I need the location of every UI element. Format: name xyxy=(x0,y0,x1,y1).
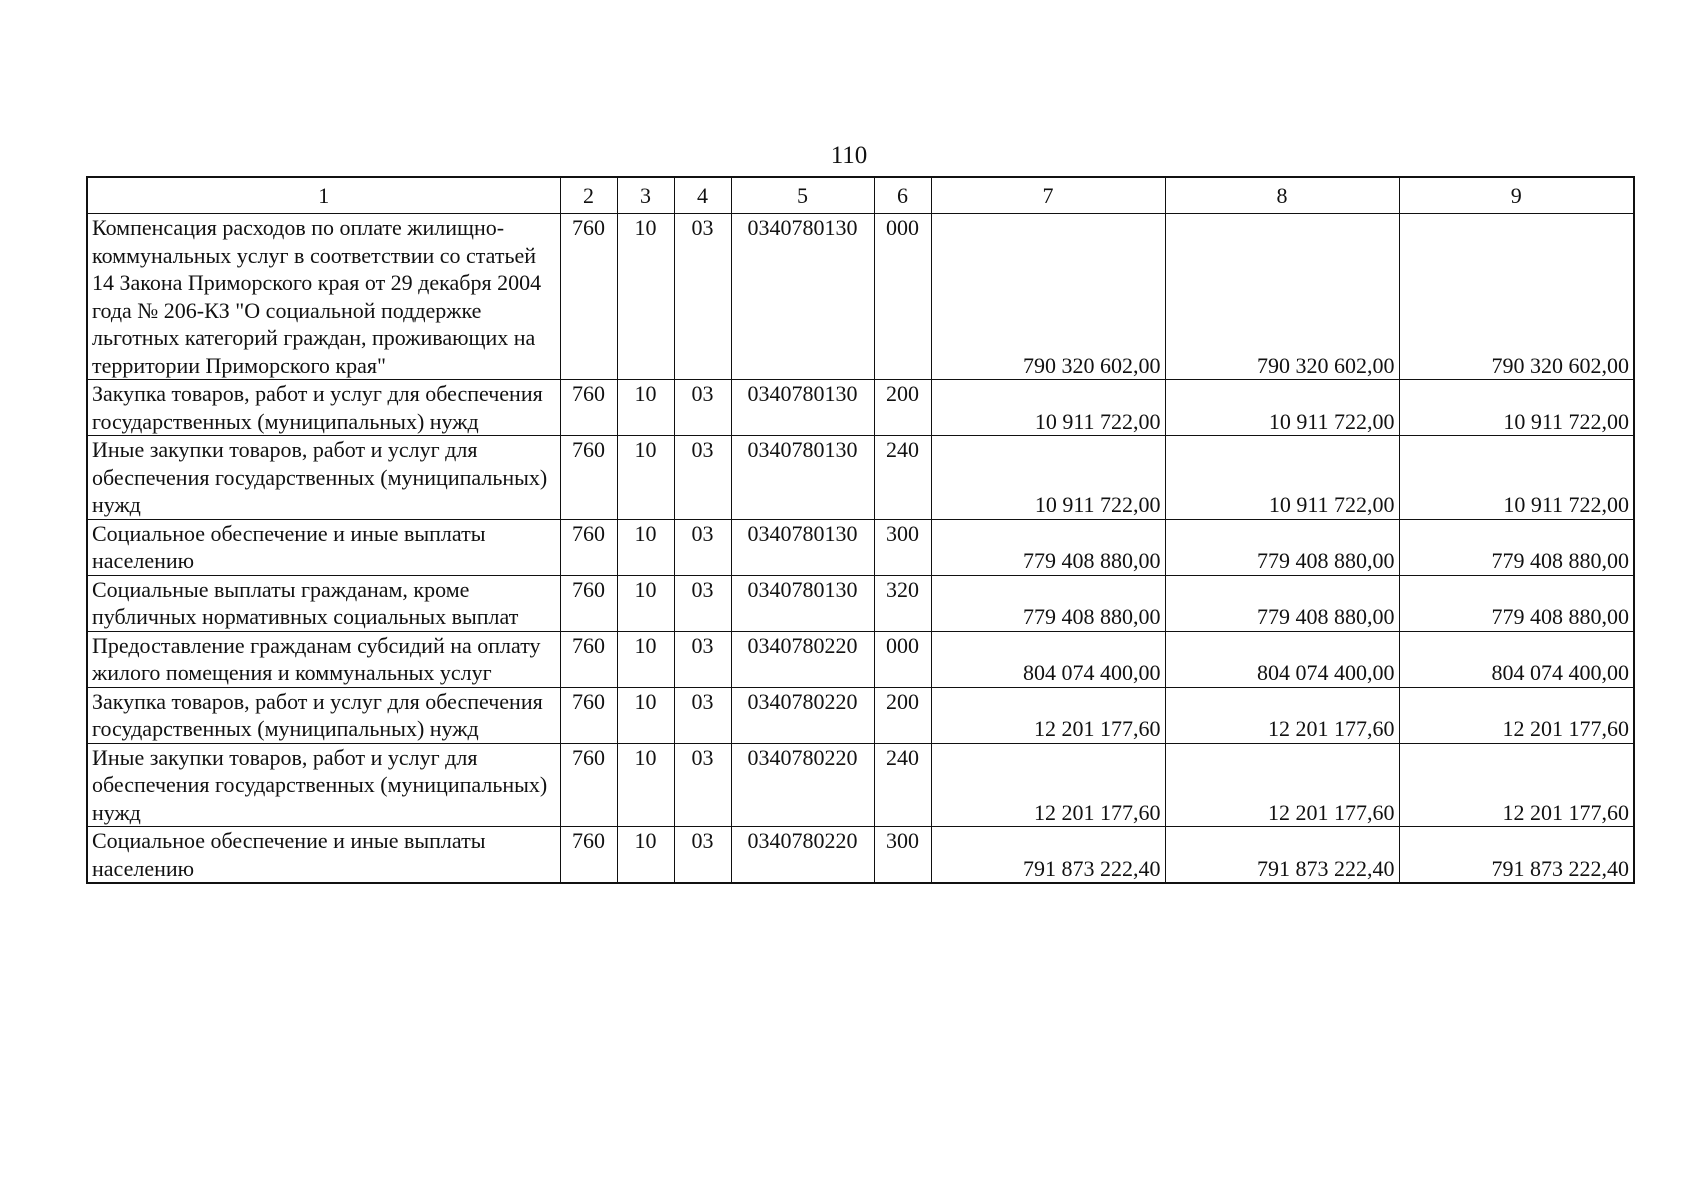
table-body xyxy=(87,177,1634,883)
row-name-cell: Иные закупки товаров, работ и услуг для обеспечения государственных (муниципальных) нужд xyxy=(87,436,560,520)
amount-col8-cell: 779 408 880,00 xyxy=(1165,575,1399,631)
expense-type-cell: 000 xyxy=(874,214,931,380)
expense-type-cell: 200 xyxy=(874,380,931,436)
target-article-cell: 0340780130 xyxy=(731,519,874,575)
table-row xyxy=(87,380,1634,436)
header-cell: 1 xyxy=(87,177,560,214)
table-row xyxy=(87,827,1634,884)
amount-col9-cell: 12 201 177,60 xyxy=(1399,687,1634,743)
header-cell: 6 xyxy=(874,177,931,214)
header-cell: 9 xyxy=(1399,177,1634,214)
subsection-code-cell: 03 xyxy=(674,575,731,631)
target-article-cell: 0340780220 xyxy=(731,631,874,687)
row-name-cell: Закупка товаров, работ и услуг для обеспечения государственных (муниципальных) нужд xyxy=(87,687,560,743)
header-cell: 8 xyxy=(1165,177,1399,214)
expense-type-cell: 320 xyxy=(874,575,931,631)
section-code-cell: 10 xyxy=(617,687,674,743)
amount-col8-cell: 790 320 602,00 xyxy=(1165,214,1399,380)
row-name-cell: Компенсация расходов по оплате жилищно-коммунальных услуг в соответствии со статьей 14 Закона Приморского края от 29 декабря 2004 года № 206-КЗ "О социальной поддержке льготных категорий граждан, проживающих на территории Приморского края" xyxy=(87,214,560,380)
chapter-code-cell: 760 xyxy=(560,519,617,575)
target-article-cell: 0340780220 xyxy=(731,827,874,884)
subsection-code-cell: 03 xyxy=(674,827,731,884)
subsection-code-cell: 03 xyxy=(674,743,731,827)
section-code-cell: 10 xyxy=(617,743,674,827)
subsection-code-cell: 03 xyxy=(674,519,731,575)
header-cell: 7 xyxy=(931,177,1165,214)
header-cell: 5 xyxy=(731,177,874,214)
amount-col7-cell: 790 320 602,00 xyxy=(931,214,1165,380)
row-name-cell: Закупка товаров, работ и услуг для обеспечения государственных (муниципальных) нужд xyxy=(87,380,560,436)
table-row xyxy=(87,436,1634,520)
target-article-cell: 0340780220 xyxy=(731,687,874,743)
target-article-cell: 0340780130 xyxy=(731,575,874,631)
chapter-code-cell: 760 xyxy=(560,827,617,884)
subsection-code-cell: 03 xyxy=(674,214,731,380)
amount-col9-cell: 10 911 722,00 xyxy=(1399,380,1634,436)
section-code-cell: 10 xyxy=(617,436,674,520)
section-code-cell: 10 xyxy=(617,214,674,380)
amount-col8-cell: 791 873 222,40 xyxy=(1165,827,1399,884)
amount-col7-cell: 779 408 880,00 xyxy=(931,575,1165,631)
expense-type-cell: 200 xyxy=(874,687,931,743)
amount-col8-cell: 12 201 177,60 xyxy=(1165,743,1399,827)
amount-col7-cell: 12 201 177,60 xyxy=(931,687,1165,743)
budget-table xyxy=(86,176,1635,884)
row-name-cell: Социальное обеспечение и иные выплаты населению xyxy=(87,827,560,884)
amount-col7-cell: 779 408 880,00 xyxy=(931,519,1165,575)
section-code-cell: 10 xyxy=(617,380,674,436)
chapter-code-cell: 760 xyxy=(560,631,617,687)
chapter-code-cell: 760 xyxy=(560,214,617,380)
section-code-cell: 10 xyxy=(617,827,674,884)
header-row xyxy=(87,177,1634,214)
amount-col7-cell: 10 911 722,00 xyxy=(931,380,1165,436)
section-code-cell: 10 xyxy=(617,519,674,575)
subsection-code-cell: 03 xyxy=(674,687,731,743)
row-name-cell: Социальное обеспечение и иные выплаты населению xyxy=(87,519,560,575)
section-code-cell: 10 xyxy=(617,575,674,631)
header-cell: 4 xyxy=(674,177,731,214)
target-article-cell: 0340780130 xyxy=(731,214,874,380)
header-cell: 2 xyxy=(560,177,617,214)
table-row xyxy=(87,631,1634,687)
amount-col7-cell: 10 911 722,00 xyxy=(931,436,1165,520)
amount-col9-cell: 10 911 722,00 xyxy=(1399,436,1634,520)
page-number: 110 xyxy=(830,142,868,169)
row-name-cell: Иные закупки товаров, работ и услуг для обеспечения государственных (муниципальных) нужд xyxy=(87,743,560,827)
amount-col8-cell: 10 911 722,00 xyxy=(1165,436,1399,520)
expense-type-cell: 000 xyxy=(874,631,931,687)
target-article-cell: 0340780130 xyxy=(731,380,874,436)
amount-col7-cell: 804 074 400,00 xyxy=(931,631,1165,687)
target-article-cell: 0340780220 xyxy=(731,743,874,827)
section-code-cell: 10 xyxy=(617,631,674,687)
subsection-code-cell: 03 xyxy=(674,380,731,436)
amount-col9-cell: 779 408 880,00 xyxy=(1399,519,1634,575)
table-row xyxy=(87,214,1634,380)
amount-col7-cell: 12 201 177,60 xyxy=(931,743,1165,827)
amount-col9-cell: 12 201 177,60 xyxy=(1399,743,1634,827)
table-row xyxy=(87,519,1634,575)
table-row xyxy=(87,687,1634,743)
row-name-cell: Социальные выплаты гражданам, кроме публичных нормативных социальных выплат xyxy=(87,575,560,631)
amount-col9-cell: 779 408 880,00 xyxy=(1399,575,1634,631)
chapter-code-cell: 760 xyxy=(560,687,617,743)
expense-type-cell: 300 xyxy=(874,519,931,575)
amount-col9-cell: 790 320 602,00 xyxy=(1399,214,1634,380)
expense-type-cell: 240 xyxy=(874,436,931,520)
header-cell: 3 xyxy=(617,177,674,214)
subsection-code-cell: 03 xyxy=(674,631,731,687)
chapter-code-cell: 760 xyxy=(560,380,617,436)
table-row xyxy=(87,575,1634,631)
amount-col8-cell: 12 201 177,60 xyxy=(1165,687,1399,743)
amount-col8-cell: 10 911 722,00 xyxy=(1165,380,1399,436)
amount-col7-cell: 791 873 222,40 xyxy=(931,827,1165,884)
subsection-code-cell: 03 xyxy=(674,436,731,520)
expense-type-cell: 300 xyxy=(874,827,931,884)
amount-col9-cell: 791 873 222,40 xyxy=(1399,827,1634,884)
target-article-cell: 0340780130 xyxy=(731,436,874,520)
expense-type-cell: 240 xyxy=(874,743,931,827)
chapter-code-cell: 760 xyxy=(560,436,617,520)
chapter-code-cell: 760 xyxy=(560,743,617,827)
amount-col8-cell: 779 408 880,00 xyxy=(1165,519,1399,575)
chapter-code-cell: 760 xyxy=(560,575,617,631)
amount-col9-cell: 804 074 400,00 xyxy=(1399,631,1634,687)
amount-col8-cell: 804 074 400,00 xyxy=(1165,631,1399,687)
row-name-cell: Предоставление гражданам субсидий на оплату жилого помещения и коммунальных услуг xyxy=(87,631,560,687)
table-row xyxy=(87,743,1634,827)
